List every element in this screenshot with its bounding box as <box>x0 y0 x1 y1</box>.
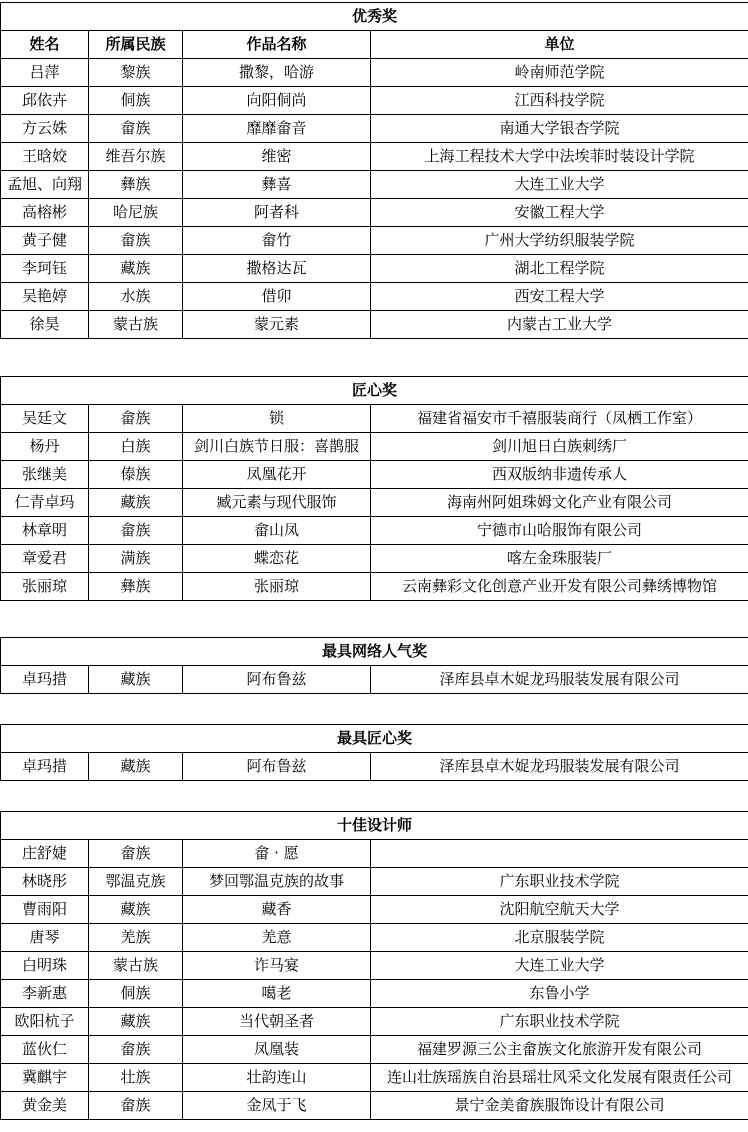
section-title: 最具网络人气奖 <box>1 638 748 666</box>
ethnicity-cell: 藏族 <box>89 1008 183 1036</box>
ethnicity-cell: 羌族 <box>89 924 183 952</box>
table-row <box>1 87 748 115</box>
ethnicity-cell: 藏族 <box>89 666 183 694</box>
work-title-cell: 靡靡畲音 <box>183 115 371 143</box>
top-ten-designers-table <box>0 811 748 1120</box>
ethnicity-cell: 鄂温克族 <box>89 868 183 896</box>
work-title-cell: 壮韵连山 <box>183 1064 371 1092</box>
work-title-cell: 剑川白族节日服：喜鹊服 <box>183 433 371 461</box>
ethnicity-cell: 傣族 <box>89 461 183 489</box>
work-title-cell: 蒙元素 <box>183 311 371 339</box>
work-title-cell: 撒格达瓦 <box>183 255 371 283</box>
organization-cell: 景宁金美畲族服饰设计有限公司 <box>371 1092 748 1120</box>
name-cell: 林晓彤 <box>1 868 89 896</box>
table-row <box>1 1036 748 1064</box>
table-row <box>1 115 748 143</box>
ethnicity-cell: 水族 <box>89 283 183 311</box>
work-title-cell: 诈马宴 <box>183 952 371 980</box>
ethnicity-cell: 维吾尔族 <box>89 143 183 171</box>
name-cell: 吕萍 <box>1 59 89 87</box>
work-title-cell: 凤凰花开 <box>183 461 371 489</box>
table-row <box>1 227 748 255</box>
name-cell: 欧阳杭子 <box>1 1008 89 1036</box>
name-cell: 冀麒宇 <box>1 1064 89 1092</box>
name-cell: 黄金美 <box>1 1092 89 1120</box>
work-title-cell: 彝喜 <box>183 171 371 199</box>
name-cell: 高榕彬 <box>1 199 89 227</box>
work-title-cell: 阿者科 <box>183 199 371 227</box>
ethnicity-cell: 黎族 <box>89 59 183 87</box>
table-row <box>1 311 748 339</box>
work-title-cell: 张丽琼 <box>183 573 371 601</box>
organization-cell: 沈阳航空航天大学 <box>371 896 748 924</box>
organization-cell: 东鲁小学 <box>371 980 748 1008</box>
name-cell: 蓝伙仁 <box>1 1036 89 1064</box>
name-cell: 王晗姣 <box>1 143 89 171</box>
name-cell: 徐昊 <box>1 311 89 339</box>
table-row <box>1 461 748 489</box>
name-cell: 方云姝 <box>1 115 89 143</box>
work-title-cell: 阿布鲁兹 <box>183 666 371 694</box>
name-cell: 卓玛措 <box>1 753 89 781</box>
name-cell: 张继美 <box>1 461 89 489</box>
work-title-cell: 凤凰装 <box>183 1036 371 1064</box>
table-row <box>1 896 748 924</box>
organization-cell: 湖北工程学院 <box>371 255 748 283</box>
best-craftsmanship-award-table <box>0 724 748 781</box>
ethnicity-cell: 白族 <box>89 433 183 461</box>
organization-cell: 西双版纳非遗传承人 <box>371 461 748 489</box>
ethnicity-cell: 畲族 <box>89 227 183 255</box>
table-row <box>1 255 748 283</box>
work-title-cell: 畲 · 愿 <box>183 840 371 868</box>
organization-cell: 上海工程技术大学中法埃菲时装设计学院 <box>371 143 748 171</box>
name-cell: 邱依卉 <box>1 87 89 115</box>
work-title-cell: 噶老 <box>183 980 371 1008</box>
name-cell: 白明珠 <box>1 952 89 980</box>
work-title-cell: 畲山凤 <box>183 517 371 545</box>
ethnicity-cell: 藏族 <box>89 753 183 781</box>
name-cell: 章爱君 <box>1 545 89 573</box>
section-title: 十佳设计师 <box>1 812 748 840</box>
table-row <box>1 1092 748 1120</box>
table-row <box>1 489 748 517</box>
organization-cell: 福建罗源三公主畲族文化旅游开发有限公司 <box>371 1036 748 1064</box>
organization-cell: 安徽工程大学 <box>371 199 748 227</box>
ethnicity-cell: 藏族 <box>89 489 183 517</box>
organization-cell: 喀左金珠服装厂 <box>371 545 748 573</box>
work-title-cell: 撒黎，哈游 <box>183 59 371 87</box>
table-row <box>1 517 748 545</box>
organization-cell: 泽库县卓木娖龙玛服装发展有限公司 <box>371 753 748 781</box>
table-row <box>1 952 748 980</box>
table-row <box>1 1064 748 1092</box>
name-cell: 曹雨阳 <box>1 896 89 924</box>
section-title: 匠心奖 <box>1 377 748 405</box>
work-title-cell: 羌意 <box>183 924 371 952</box>
organization-cell: 西安工程大学 <box>371 283 748 311</box>
ethnicity-cell: 侗族 <box>89 980 183 1008</box>
name-cell: 吴廷文 <box>1 405 89 433</box>
organization-cell: 大连工业大学 <box>371 171 748 199</box>
organization-cell: 广东职业技术学院 <box>371 1008 748 1036</box>
table-row <box>1 199 748 227</box>
work-title-cell: 锁 <box>183 405 371 433</box>
work-title-cell: 借卯 <box>183 283 371 311</box>
organization-cell: 广州大学纺织服装学院 <box>371 227 748 255</box>
organization-cell: 内蒙古工业大学 <box>371 311 748 339</box>
name-cell: 林章明 <box>1 517 89 545</box>
organization-cell: 剑川旭日白族刺绣厂 <box>371 433 748 461</box>
table-row <box>1 573 748 601</box>
organization-cell: 江西科技学院 <box>371 87 748 115</box>
work-title-cell: 藏香 <box>183 896 371 924</box>
work-title-cell: 畲竹 <box>183 227 371 255</box>
table-row <box>1 405 748 433</box>
organization-cell: 宁德市山哈服饰有限公司 <box>371 517 748 545</box>
name-cell: 李新惠 <box>1 980 89 1008</box>
organization-cell: 云南彝彩文化创意产业开发有限公司彝绣博物馆 <box>371 573 748 601</box>
organization-cell: 岭南师范学院 <box>371 59 748 87</box>
ethnicity-cell: 畲族 <box>89 840 183 868</box>
excellence-award-table <box>0 2 748 339</box>
ethnicity-cell: 畲族 <box>89 1036 183 1064</box>
ethnicity-cell: 藏族 <box>89 255 183 283</box>
ethnicity-cell: 畲族 <box>89 517 183 545</box>
section-title: 优秀奖 <box>1 3 748 31</box>
craftsmanship-award-table <box>0 376 748 601</box>
table-row <box>1 143 748 171</box>
work-title-cell: 金凤于飞 <box>183 1092 371 1120</box>
work-title-cell: 阿布鲁兹 <box>183 753 371 781</box>
ethnicity-cell: 侗族 <box>89 87 183 115</box>
name-cell: 李珂钰 <box>1 255 89 283</box>
name-cell: 庄舒婕 <box>1 840 89 868</box>
organization-cell: 连山壮族瑶族自治县瑶壮风采文化发展有限责任公司 <box>371 1064 748 1092</box>
ethnicity-cell: 彝族 <box>89 171 183 199</box>
ethnicity-cell: 畲族 <box>89 1092 183 1120</box>
name-cell: 张丽琼 <box>1 573 89 601</box>
work-title-cell: 维密 <box>183 143 371 171</box>
ethnicity-cell: 畲族 <box>89 115 183 143</box>
ethnicity-cell: 蒙古族 <box>89 952 183 980</box>
organization-cell: 福建省福安市千禧服装商行（凤栖工作室） <box>371 405 748 433</box>
table-row <box>1 283 748 311</box>
table-row <box>1 924 748 952</box>
table-row <box>1 1008 748 1036</box>
ethnicity-cell: 壮族 <box>89 1064 183 1092</box>
table-row <box>1 980 748 1008</box>
name-cell: 吴艳婷 <box>1 283 89 311</box>
most-popular-online-award-table <box>0 637 748 694</box>
ethnicity-cell: 藏族 <box>89 896 183 924</box>
work-title-cell: 蝶恋花 <box>183 545 371 573</box>
ethnicity-cell: 彝族 <box>89 573 183 601</box>
table-row <box>1 171 748 199</box>
table-row <box>1 666 748 694</box>
ethnicity-cell: 畲族 <box>89 405 183 433</box>
column-header: 所属民族 <box>89 31 183 59</box>
name-cell: 杨丹 <box>1 433 89 461</box>
work-title-cell: 臧元素与现代服饰 <box>183 489 371 517</box>
name-cell: 唐琴 <box>1 924 89 952</box>
ethnicity-cell: 满族 <box>89 545 183 573</box>
work-title-cell: 当代朝圣者 <box>183 1008 371 1036</box>
organization-cell: 海南州阿姐珠姆文化产业有限公司 <box>371 489 748 517</box>
work-title-cell: 梦回鄂温克族的故事 <box>183 868 371 896</box>
name-cell: 卓玛措 <box>1 666 89 694</box>
work-title-cell: 向阳侗尚 <box>183 87 371 115</box>
name-cell: 孟旭、向翔 <box>1 171 89 199</box>
organization-cell: 大连工业大学 <box>371 952 748 980</box>
ethnicity-cell: 哈尼族 <box>89 199 183 227</box>
organization-cell: 广东职业技术学院 <box>371 868 748 896</box>
column-header: 作品名称 <box>183 31 371 59</box>
organization-cell: 泽库县卓木娖龙玛服装发展有限公司 <box>371 666 748 694</box>
column-header: 单位 <box>371 31 748 59</box>
organization-cell: 北京服装学院 <box>371 924 748 952</box>
table-row <box>1 840 748 868</box>
name-cell: 黄子健 <box>1 227 89 255</box>
section-title: 最具匠心奖 <box>1 725 748 753</box>
ethnicity-cell: 蒙古族 <box>89 311 183 339</box>
table-row <box>1 545 748 573</box>
organization-cell <box>371 840 748 868</box>
organization-cell: 南通大学银杏学院 <box>371 115 748 143</box>
table-row <box>1 753 748 781</box>
column-header: 姓名 <box>1 31 89 59</box>
table-row <box>1 59 748 87</box>
table-row <box>1 868 748 896</box>
name-cell: 仁青卓玛 <box>1 489 89 517</box>
table-row <box>1 433 748 461</box>
